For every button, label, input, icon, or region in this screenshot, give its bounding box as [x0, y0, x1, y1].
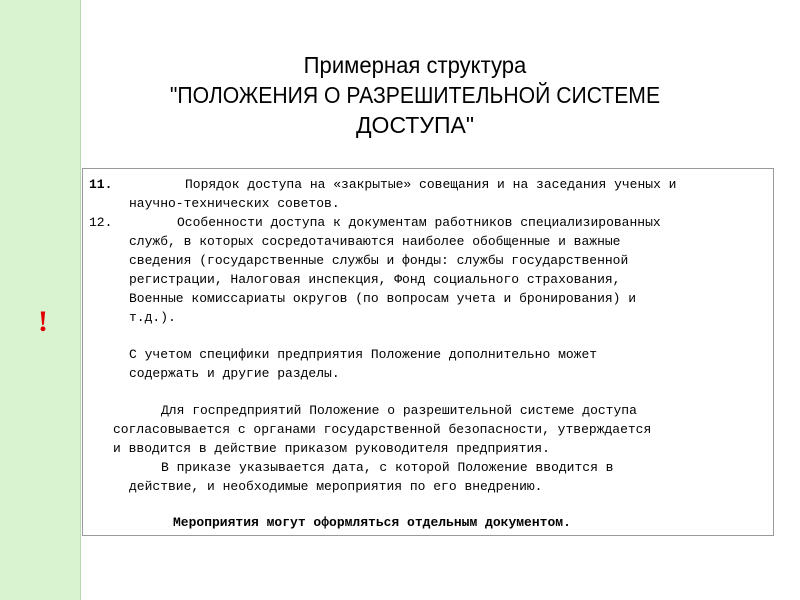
- title-line-2: "ПОЛОЖЕНИЯ О РАЗРЕШИТЕЛЬНОЙ СИСТЕМЕ: [169, 82, 661, 108]
- item-12-line-3: сведения (государственные службы и фонды: службы государственной: [129, 253, 629, 268]
- slide-title: [100, 50, 730, 140]
- paragraph1-line-2: согласовывается с органами государственной безопасности, утверждается: [113, 422, 652, 437]
- note-line-2: содержать и другие разделы.: [129, 366, 340, 381]
- paragraph2-line-1: В приказе указывается дата, с которой Положение вводится в: [161, 460, 614, 475]
- item-12-line-1: Особенности доступа к документам работников специализированных: [177, 215, 661, 230]
- item-12-line-5: Военные комиссариаты округов (по вопросам учета и бронирования) и: [129, 291, 637, 306]
- item-12-number: 12.: [89, 215, 113, 230]
- paragraph2-line-2: действие, и необходимые мероприятия по его внедрению.: [129, 479, 543, 494]
- note-line-1: С учетом специфики предприятия Положение дополнительно может: [129, 347, 598, 362]
- title-line-1: Примерная структура: [303, 52, 527, 78]
- title-line-3: ДОСТУПА": [355, 112, 474, 138]
- item-12-line-2: служб, в которых сосредотачиваются наиболее обобщенные и важные: [129, 234, 621, 249]
- left-decorative-band: [0, 0, 81, 600]
- paragraph1-line-1: Для госпредприятий Положение о разрешительной системе доступа: [161, 403, 637, 418]
- item-11-number: 11.: [89, 177, 113, 192]
- footer-bold-note: Мероприятия могут оформляться отдельным документом.: [173, 515, 571, 530]
- content-box: [82, 168, 774, 536]
- exclamation-mark: !: [38, 305, 48, 338]
- item-11-line-2: научно-технических советов.: [129, 196, 340, 211]
- item-11-line-1: Порядок доступа на «закрытые» совещания и на заседания ученых и: [185, 177, 677, 192]
- paragraph1-line-3: и вводится в действие приказом руководителя предприятия.: [113, 441, 550, 456]
- item-12-line-4: регистрации, Налоговая инспекция, Фонд социального страхования,: [129, 272, 621, 287]
- item-12-line-6: т.д.).: [129, 310, 176, 325]
